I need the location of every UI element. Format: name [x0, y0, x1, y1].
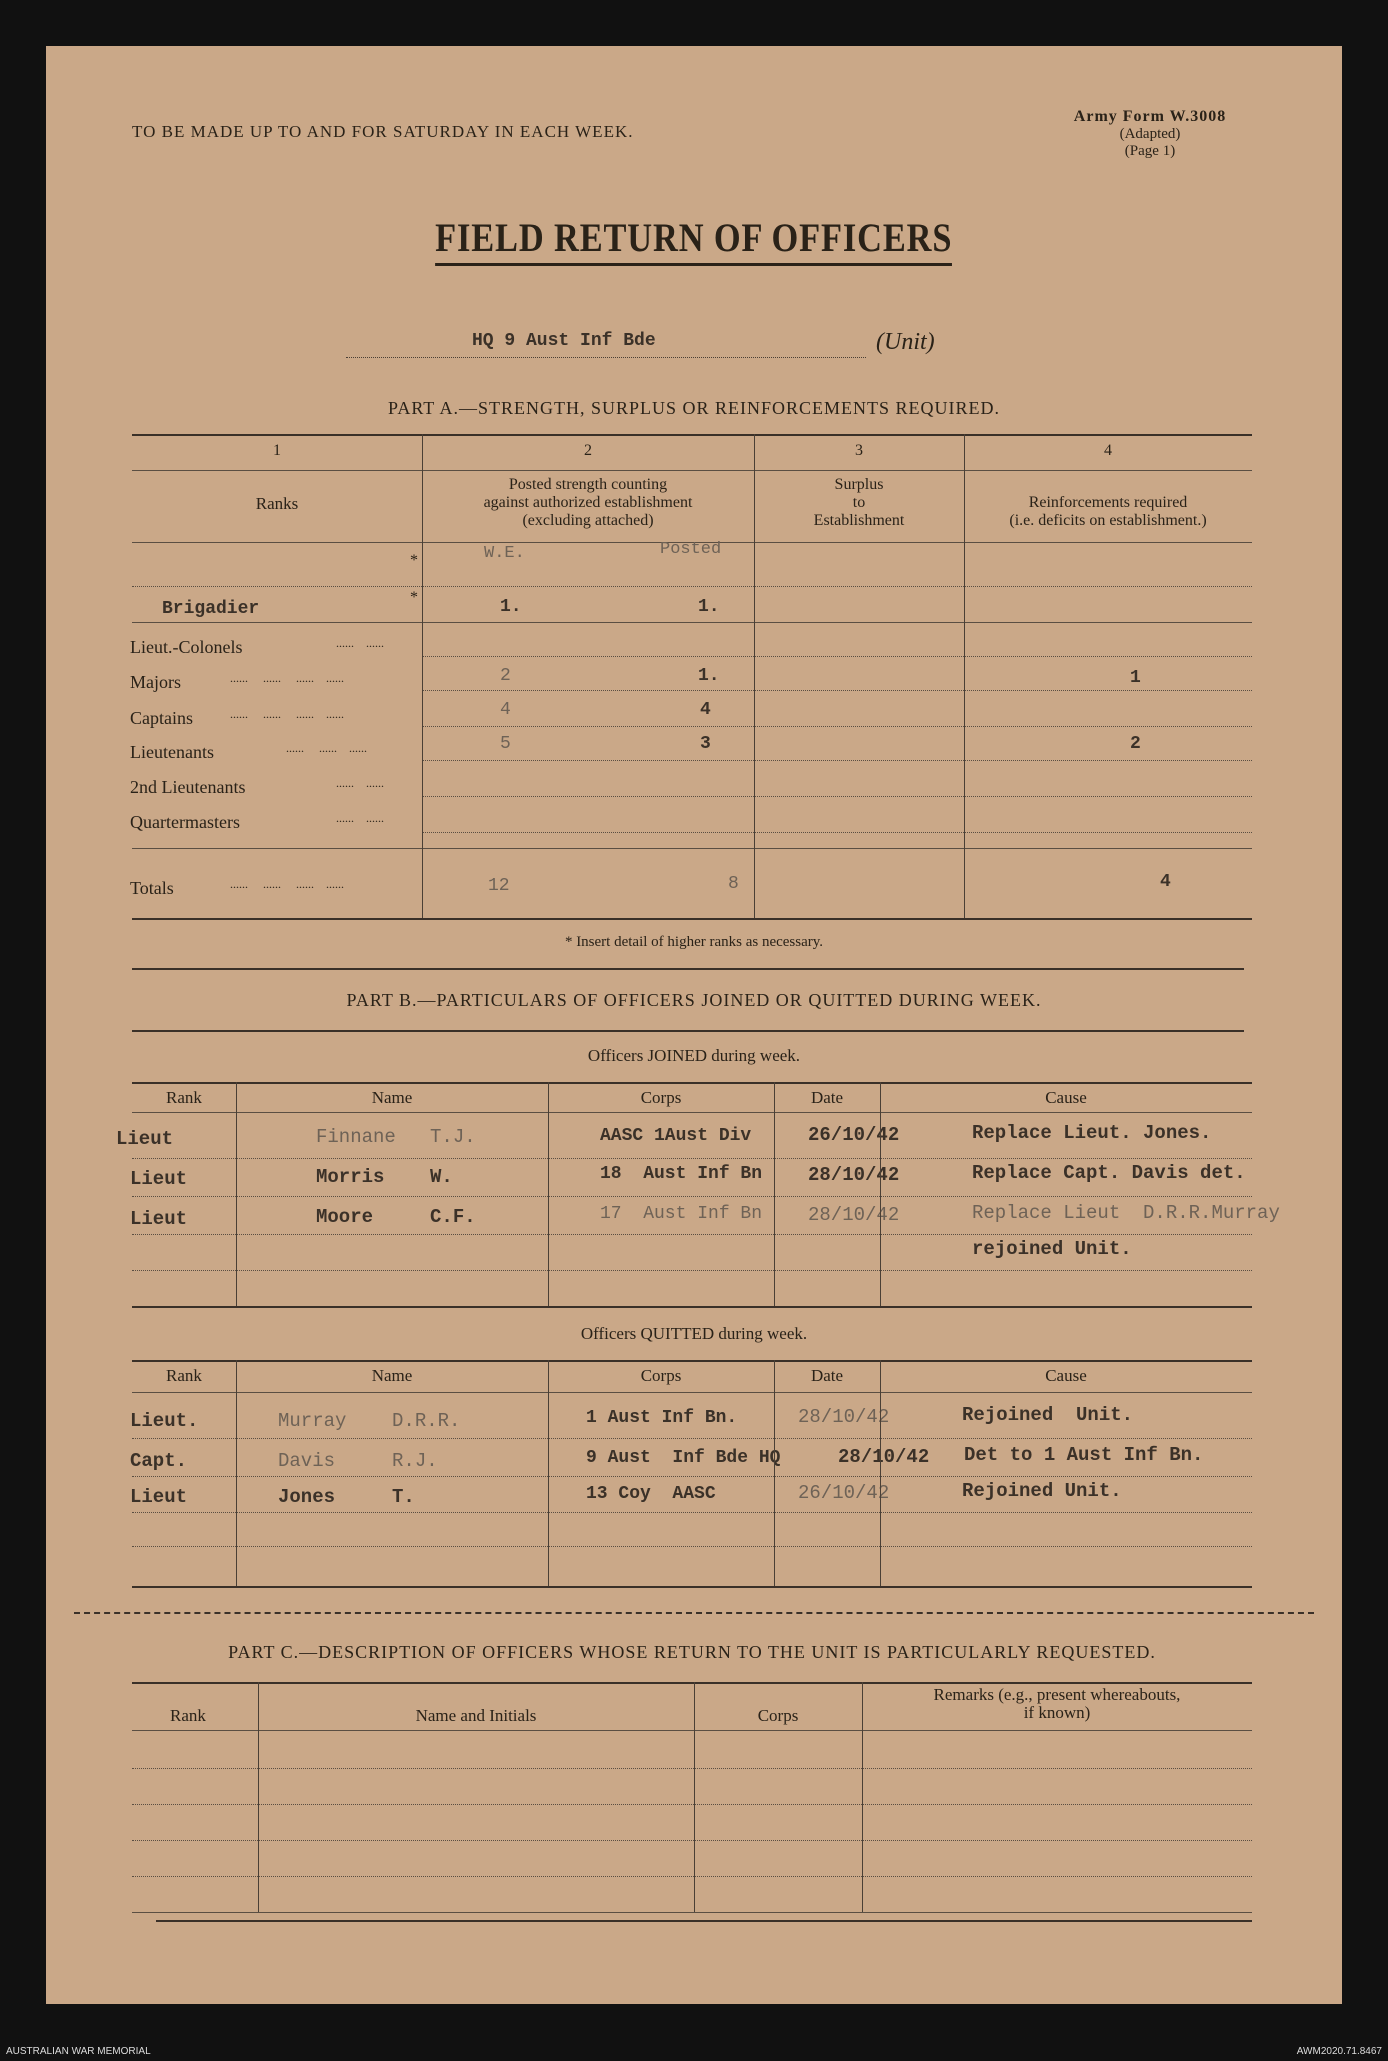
quitted-rank-3: Lieut: [130, 1486, 188, 1508]
unit-label: (Unit): [876, 329, 935, 355]
col-num-3: 3: [855, 442, 863, 459]
quitted-date-2: 28/10/42: [838, 1446, 930, 1468]
total-posted: 8: [728, 874, 739, 894]
col-num-4: 4: [1104, 442, 1112, 459]
rank-row-brigadier: Brigadier: [162, 599, 260, 619]
rank-row-quartermasters: Quartermasters: [130, 812, 240, 832]
col-header-posted-line1: Posted strength counting: [508, 476, 668, 493]
posted-lieutenants: 3: [700, 734, 711, 754]
rank-row-lieutenants: Lieutenants: [130, 742, 214, 762]
reinf-majors: 1: [1130, 668, 1141, 688]
joined-cause-1: Replace Lieut. Jones.: [972, 1122, 1212, 1144]
joined-col-rank: Rank: [166, 1088, 202, 1107]
quitted-rank-2: Capt.: [130, 1450, 188, 1472]
we-captains: 4: [500, 700, 511, 720]
posted-captains: 4: [700, 700, 711, 720]
joined-col-cause: Cause: [1045, 1088, 1087, 1107]
totals-label: Totals: [130, 878, 174, 898]
quitted-col-cause: Cause: [1045, 1366, 1087, 1385]
page-title: FIELD RETURN OF OFFICERS: [435, 214, 952, 266]
footnote-star-2: *: [410, 589, 418, 606]
joined-cause-3: Replace Lieut D.R.R.Murray: [972, 1202, 1280, 1224]
reinf-lieutenants: 2: [1130, 734, 1141, 754]
joined-corps-1: AASC 1Aust Div: [600, 1126, 752, 1146]
col-header-reinf-line1: Reinforcements required: [1028, 494, 1188, 511]
joined-corps-2: 18 Aust Inf Bn: [600, 1164, 763, 1184]
sub-header-posted: Posted: [660, 540, 722, 559]
leader-dots: ...... ...... ...... ......: [230, 671, 344, 685]
rank-row-majors: Majors: [130, 672, 181, 692]
posted-brigadier: 1.: [698, 597, 720, 617]
quitted-col-corps: Corps: [640, 1366, 682, 1385]
partc-col-remarks-line1: Remarks (e.g., present whereabouts,: [933, 1685, 1181, 1704]
joined-rank-1: Lieut: [116, 1128, 174, 1150]
part-a-footnote: * Insert detail of higher ranks as necessary.: [564, 934, 824, 950]
quitted-corps-3: 13 Coy AASC: [586, 1484, 716, 1504]
footer-source: AUSTRALIAN WAR MEMORIAL: [6, 2046, 151, 2057]
col-num-1: 1: [273, 442, 281, 459]
col-header-posted-line2: against authorized establishment: [483, 494, 693, 511]
col-header-reinf-line2: (i.e. deficits on establishment.): [1009, 512, 1207, 529]
leader-dots: ...... ...... ...... ......: [230, 707, 344, 721]
we-lieutenants: 5: [500, 734, 511, 754]
joined-name-2: Morris W.: [316, 1166, 453, 1188]
quitted-rank-1: Lieut.: [130, 1410, 199, 1432]
col-header-ranks: Ranks: [255, 494, 299, 513]
joined-date-1: 26/10/42: [808, 1124, 900, 1146]
form-id-page: (Page 1): [1124, 143, 1176, 159]
joined-col-date: Date: [810, 1088, 844, 1107]
posted-majors: 1.: [698, 666, 720, 686]
quitted-date-3: 26/10/42: [798, 1482, 890, 1504]
col-header-posted-line3: (excluding attached): [522, 512, 654, 529]
top-note: TO BE MADE UP TO AND FOR SATURDAY IN EACH WEEK.: [132, 122, 634, 141]
joined-col-corps: Corps: [640, 1088, 682, 1107]
rank-row-2nd-lieutenants: 2nd Lieutenants: [130, 777, 246, 797]
unit-value: HQ 9 Aust Inf Bde: [472, 331, 656, 351]
joined-rank-2: Lieut: [130, 1168, 188, 1190]
col-header-surplus: [754, 476, 964, 530]
form-id: [1050, 108, 1250, 160]
quitted-col-date: Date: [810, 1366, 844, 1385]
quitted-date-1: 28/10/42: [798, 1406, 890, 1428]
col-header-surplus-line1: Surplus: [834, 476, 884, 493]
quitted-title: Officers QUITTED during week.: [580, 1324, 808, 1343]
col-header-reinforcements: [964, 494, 1252, 530]
leader-dots: ...... ......: [336, 636, 384, 650]
quitted-cause-3: Rejoined Unit.: [962, 1480, 1122, 1502]
part-a-heading: PART A.—STRENGTH, SURPLUS OR REINFORCEMENTS REQUIRED.: [387, 398, 1000, 418]
joined-name-1: Finnane T.J.: [316, 1126, 476, 1148]
total-reinf: 4: [1160, 872, 1171, 892]
part-c-heading: PART C.—DESCRIPTION OF OFFICERS WHOSE RETURN TO THE UNIT IS PARTICULARLY REQUESTED.: [228, 1642, 1156, 1662]
we-majors: 2: [500, 666, 511, 686]
quitted-name-3: Jones T.: [278, 1486, 415, 1508]
rank-row-captains: Captains: [130, 708, 193, 728]
joined-name-3: Moore C.F.: [316, 1206, 476, 1228]
quitted-cause-2: Det to 1 Aust Inf Bn.: [964, 1444, 1204, 1466]
quitted-corps-1: 1 Aust Inf Bn.: [586, 1408, 738, 1428]
title-wrap: [46, 214, 1342, 266]
col-header-surplus-line3: Establishment: [813, 512, 905, 529]
partc-col-name: Name and Initials: [415, 1706, 537, 1725]
quitted-corps-2: 9 Aust Inf Bde HQ: [586, 1448, 781, 1468]
leader-dots: ...... ...... ...... ......: [230, 877, 344, 891]
quitted-name-2: Davis R.J.: [278, 1450, 438, 1472]
partc-col-corps: Corps: [757, 1706, 799, 1725]
joined-rank-3: Lieut: [130, 1208, 188, 1230]
quitted-cause-1: Rejoined Unit.: [962, 1404, 1134, 1426]
footnote-star-1: *: [410, 552, 418, 569]
quitted-name-1: Murray D.R.R.: [278, 1410, 461, 1432]
quitted-col-name: Name: [371, 1366, 413, 1385]
cut-line: [74, 1612, 1314, 1614]
leader-dots: ...... ...... ......: [286, 741, 367, 755]
part-b-heading: PART B.—PARTICULARS OF OFFICERS JOINED OR QUITTED DURING WEEK.: [346, 990, 1042, 1010]
joined-title: Officers JOINED during week.: [587, 1046, 801, 1065]
partc-col-rank: Rank: [170, 1706, 206, 1725]
footer-id: AWM2020.71.8467: [1296, 2046, 1382, 2057]
form-id-number: Army Form W.3008: [1073, 108, 1227, 125]
total-we: 12: [488, 876, 510, 896]
joined-cause-4: rejoined Unit.: [972, 1238, 1132, 1260]
col-num-2: 2: [584, 442, 592, 459]
joined-date-2: 28/10/42: [808, 1164, 900, 1186]
joined-col-name: Name: [371, 1088, 413, 1107]
leader-dots: ...... ......: [336, 776, 384, 790]
rank-row-lieut-colonels: Lieut.-Colonels: [130, 637, 243, 657]
form-page: [46, 46, 1342, 2004]
sub-header-we: W.E.: [484, 544, 525, 563]
quitted-col-rank: Rank: [166, 1366, 202, 1385]
unit-line: [346, 329, 866, 358]
partc-col-remarks: [862, 1686, 1252, 1722]
col-header-surplus-line2: to: [852, 494, 866, 511]
joined-cause-2: Replace Capt. Davis det.: [972, 1162, 1246, 1184]
joined-date-3: 28/10/42: [808, 1204, 900, 1226]
partc-col-remarks-line2: if known): [1023, 1703, 1091, 1722]
leader-dots: ...... ......: [336, 811, 384, 825]
joined-corps-3: 17 Aust Inf Bn: [600, 1204, 763, 1224]
we-brigadier: 1.: [500, 597, 522, 617]
col-header-posted: [422, 476, 754, 530]
form-id-adapted: (Adapted): [1119, 126, 1181, 142]
